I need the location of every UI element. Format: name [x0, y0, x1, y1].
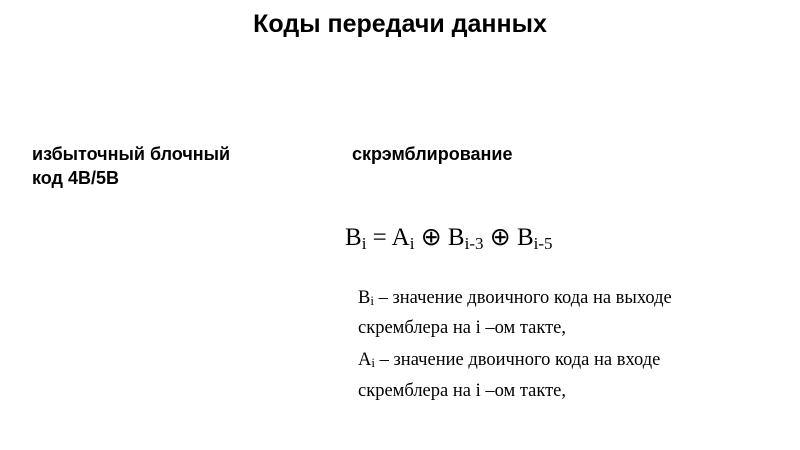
scrambling-label: скрэмблирование	[352, 144, 513, 164]
desc-sub-a: i	[371, 355, 375, 370]
formula-xor-1: ⊕	[414, 224, 448, 251]
block-code-label	[32, 142, 332, 190]
formula-sub-b2: i-3	[464, 234, 484, 253]
desc-sub-b: i	[370, 293, 374, 308]
desc-line-3	[358, 350, 660, 371]
desc-text-3: – значение двоичного кода на входе	[375, 350, 661, 370]
formula-eq: =	[366, 224, 392, 251]
formula-sub-a: i	[409, 234, 415, 253]
formula-b2: B	[447, 224, 465, 251]
desc-text-1: – значение двоичного кода на выходе	[373, 288, 672, 308]
formula-sub-b: i	[361, 234, 367, 253]
block-code-label-line2: код 4B/5B	[32, 168, 119, 188]
desc-line-4: скремблера на i –ом такте,	[358, 381, 567, 401]
slide-title: Коды передачи данных	[253, 10, 547, 38]
desc-line-2: скремблера на i –ом такте,	[358, 318, 567, 338]
block-code-label-line1: избыточный блочный	[32, 144, 231, 164]
desc-line-1	[358, 288, 672, 309]
formula-a: A	[391, 224, 410, 251]
scrambler-formula	[345, 222, 553, 254]
desc-var-b: B	[358, 288, 371, 308]
formula-b3: B	[516, 224, 534, 251]
formula-xor-2: ⊕	[483, 224, 517, 251]
desc-var-a: A	[358, 350, 372, 370]
formula-sub-b3: i-5	[533, 234, 553, 253]
formula-b: B	[345, 224, 362, 251]
